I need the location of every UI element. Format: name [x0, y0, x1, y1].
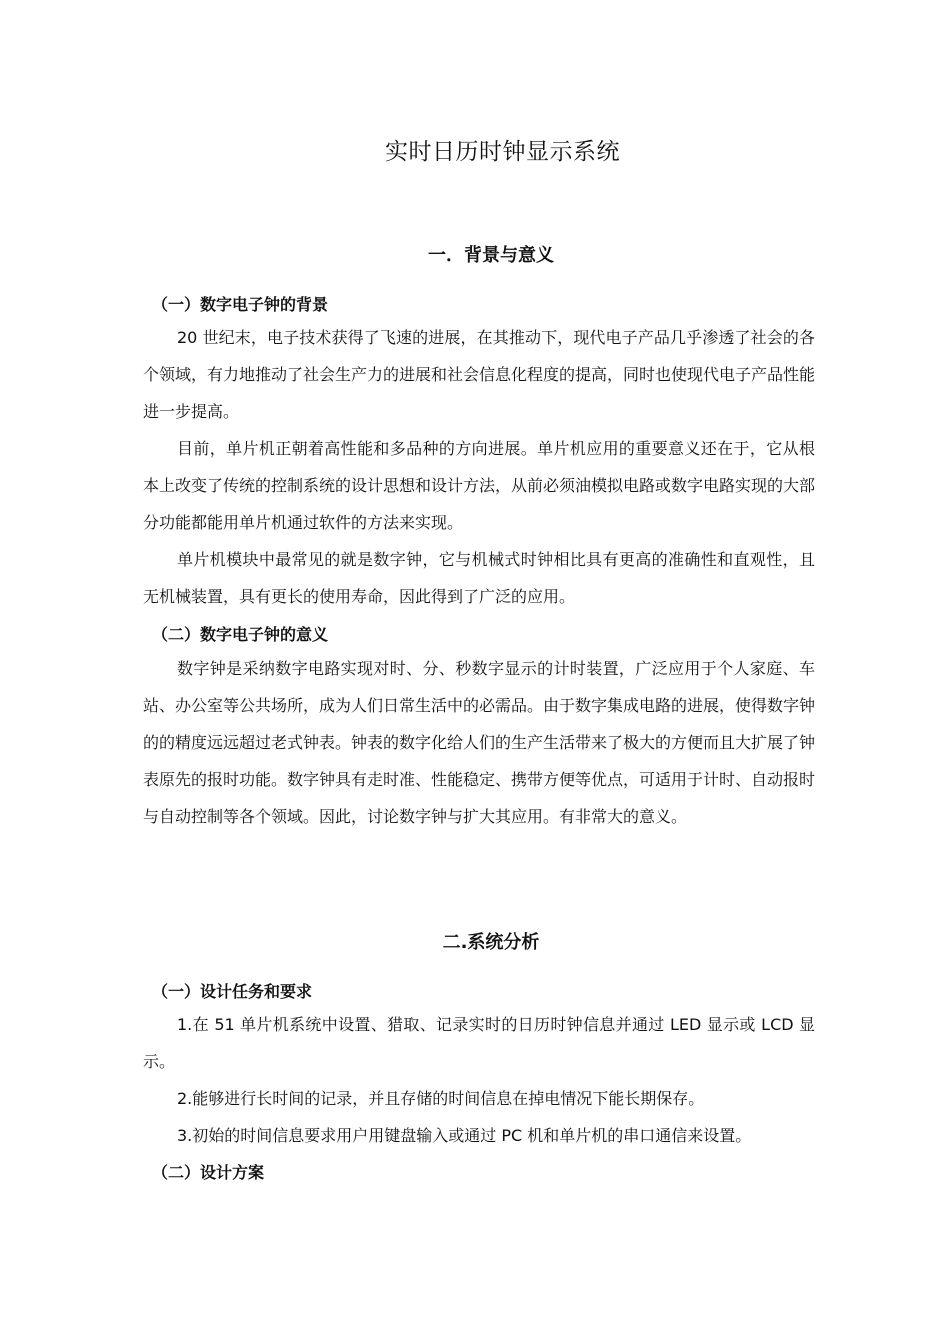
- paragraph: 数字钟是采纳数字电路实现对时、分、秒数字显示的计时装置，广泛应用于个人家庭、车站、办公室等公共场所，成为人们日常生活中的必需品。由于数字集成电路的进展，使得数字钟的的精度远远超过老式钟表。钟表的数字化给人们的生产生活带来了极大的方便而且大扩展了钟表原先的报时功能。数字钟具有走时准、性能稳定、携带方便等优点，可适用于计时、自动报时与自动控制等各个领域。因此，讨论数字钟与扩大其应用。有非常大的意义。: [143, 659, 816, 826]
- subsection-heading-design-task: （一）设计任务和要求: [152, 982, 313, 1001]
- section-heading-system-analysis: 二.系统分析: [442, 932, 540, 953]
- paragraph: 单片机模块中最常见的就是数字钟，它与机械式时钟相比具有更高的准确性和直观性，且无机械装置，具有更长的使用寿命，因此得到了广泛的应用。: [143, 550, 815, 606]
- subsection-heading-significance: （二）数字电子钟的意义: [152, 625, 329, 644]
- subsection-heading-background: （一）数字电子钟的背景: [152, 295, 329, 314]
- document-title: 实时日历时钟显示系统: [385, 139, 620, 165]
- paragraph: 1.在 51 单片机系统中设置、猎取、记录实时的日历时钟信息并通过 LED 显示或 LCD 显示。: [143, 1015, 815, 1071]
- paragraph: 目前，单片机正朝着高性能和多品种的方向进展。单片机应用的重要意义还在于，它从根本上改变了传统的控制系统的设计思想和设计方法，从前必须油模拟电路或数字电路实现的大部分功能都能用单片机通过软件的方法来实现。: [143, 439, 816, 532]
- paragraph: 20 世纪末，电子技术获得了飞速的进展，在其推动下，现代电子产品几乎渗透了社会的各个领域，有力地推动了社会生产力的进展和社会信息化程度的提高，同时也使现代电子产品性能进一步提高。: [143, 328, 816, 421]
- paragraph: 2.能够进行长时间的记录，并且存储的时间信息在掉电情况下能长期保存。: [177, 1089, 705, 1108]
- paragraph: 3.初始的时间信息要求用户用键盘输入或通过 PC 机和单片机的串口通信来设置。: [177, 1126, 752, 1145]
- subsection-heading-design-plan: （二）设计方案: [152, 1163, 265, 1182]
- section-heading-background: 一．背景与意义: [428, 245, 554, 266]
